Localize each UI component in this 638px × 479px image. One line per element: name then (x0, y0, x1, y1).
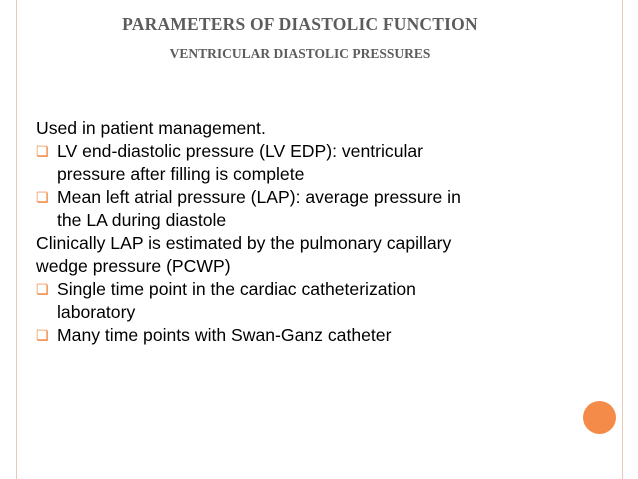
bullet-item (36, 140, 596, 186)
text-line: Clinically LAP is estimated by the pulmonary capillary (36, 233, 452, 253)
bullet-item (36, 278, 596, 324)
text-line: laboratory (57, 302, 136, 322)
slide-subtitle: VENTRICULAR DIASTOLIC PRESSURES (169, 46, 431, 61)
slide-body (36, 117, 596, 347)
body-paragraph (36, 232, 596, 278)
text-line: the LA during diastole (57, 210, 227, 230)
text-line: Used in patient management. (36, 118, 266, 138)
slide-title: PARAMETERS OF DIASTOLIC FUNCTION (122, 14, 478, 34)
bullet-item (36, 324, 596, 347)
text-line: Single time point in the cardiac catheterization (57, 279, 416, 299)
checkbox-bullet-icon: ❏ (36, 327, 49, 343)
left-edge-line (16, 0, 17, 479)
text-line: pressure after filling is complete (57, 164, 305, 184)
checkbox-bullet-icon: ❏ (36, 189, 49, 205)
text-line: Many time points with Swan-Ganz catheter (57, 325, 392, 345)
body-paragraph (36, 117, 596, 140)
text-line: LV end-diastolic pressure (LV EDP): ventricular (57, 141, 424, 161)
text-line: Mean left atrial pressure (LAP): average pressure in (57, 187, 461, 207)
checkbox-bullet-icon: ❏ (36, 281, 49, 297)
checkbox-bullet-icon: ❏ (36, 143, 49, 159)
text-line: wedge pressure (PCWP) (36, 256, 231, 276)
right-edge-line (622, 0, 623, 479)
bullet-item (36, 186, 596, 232)
decorative-circle (583, 401, 616, 434)
